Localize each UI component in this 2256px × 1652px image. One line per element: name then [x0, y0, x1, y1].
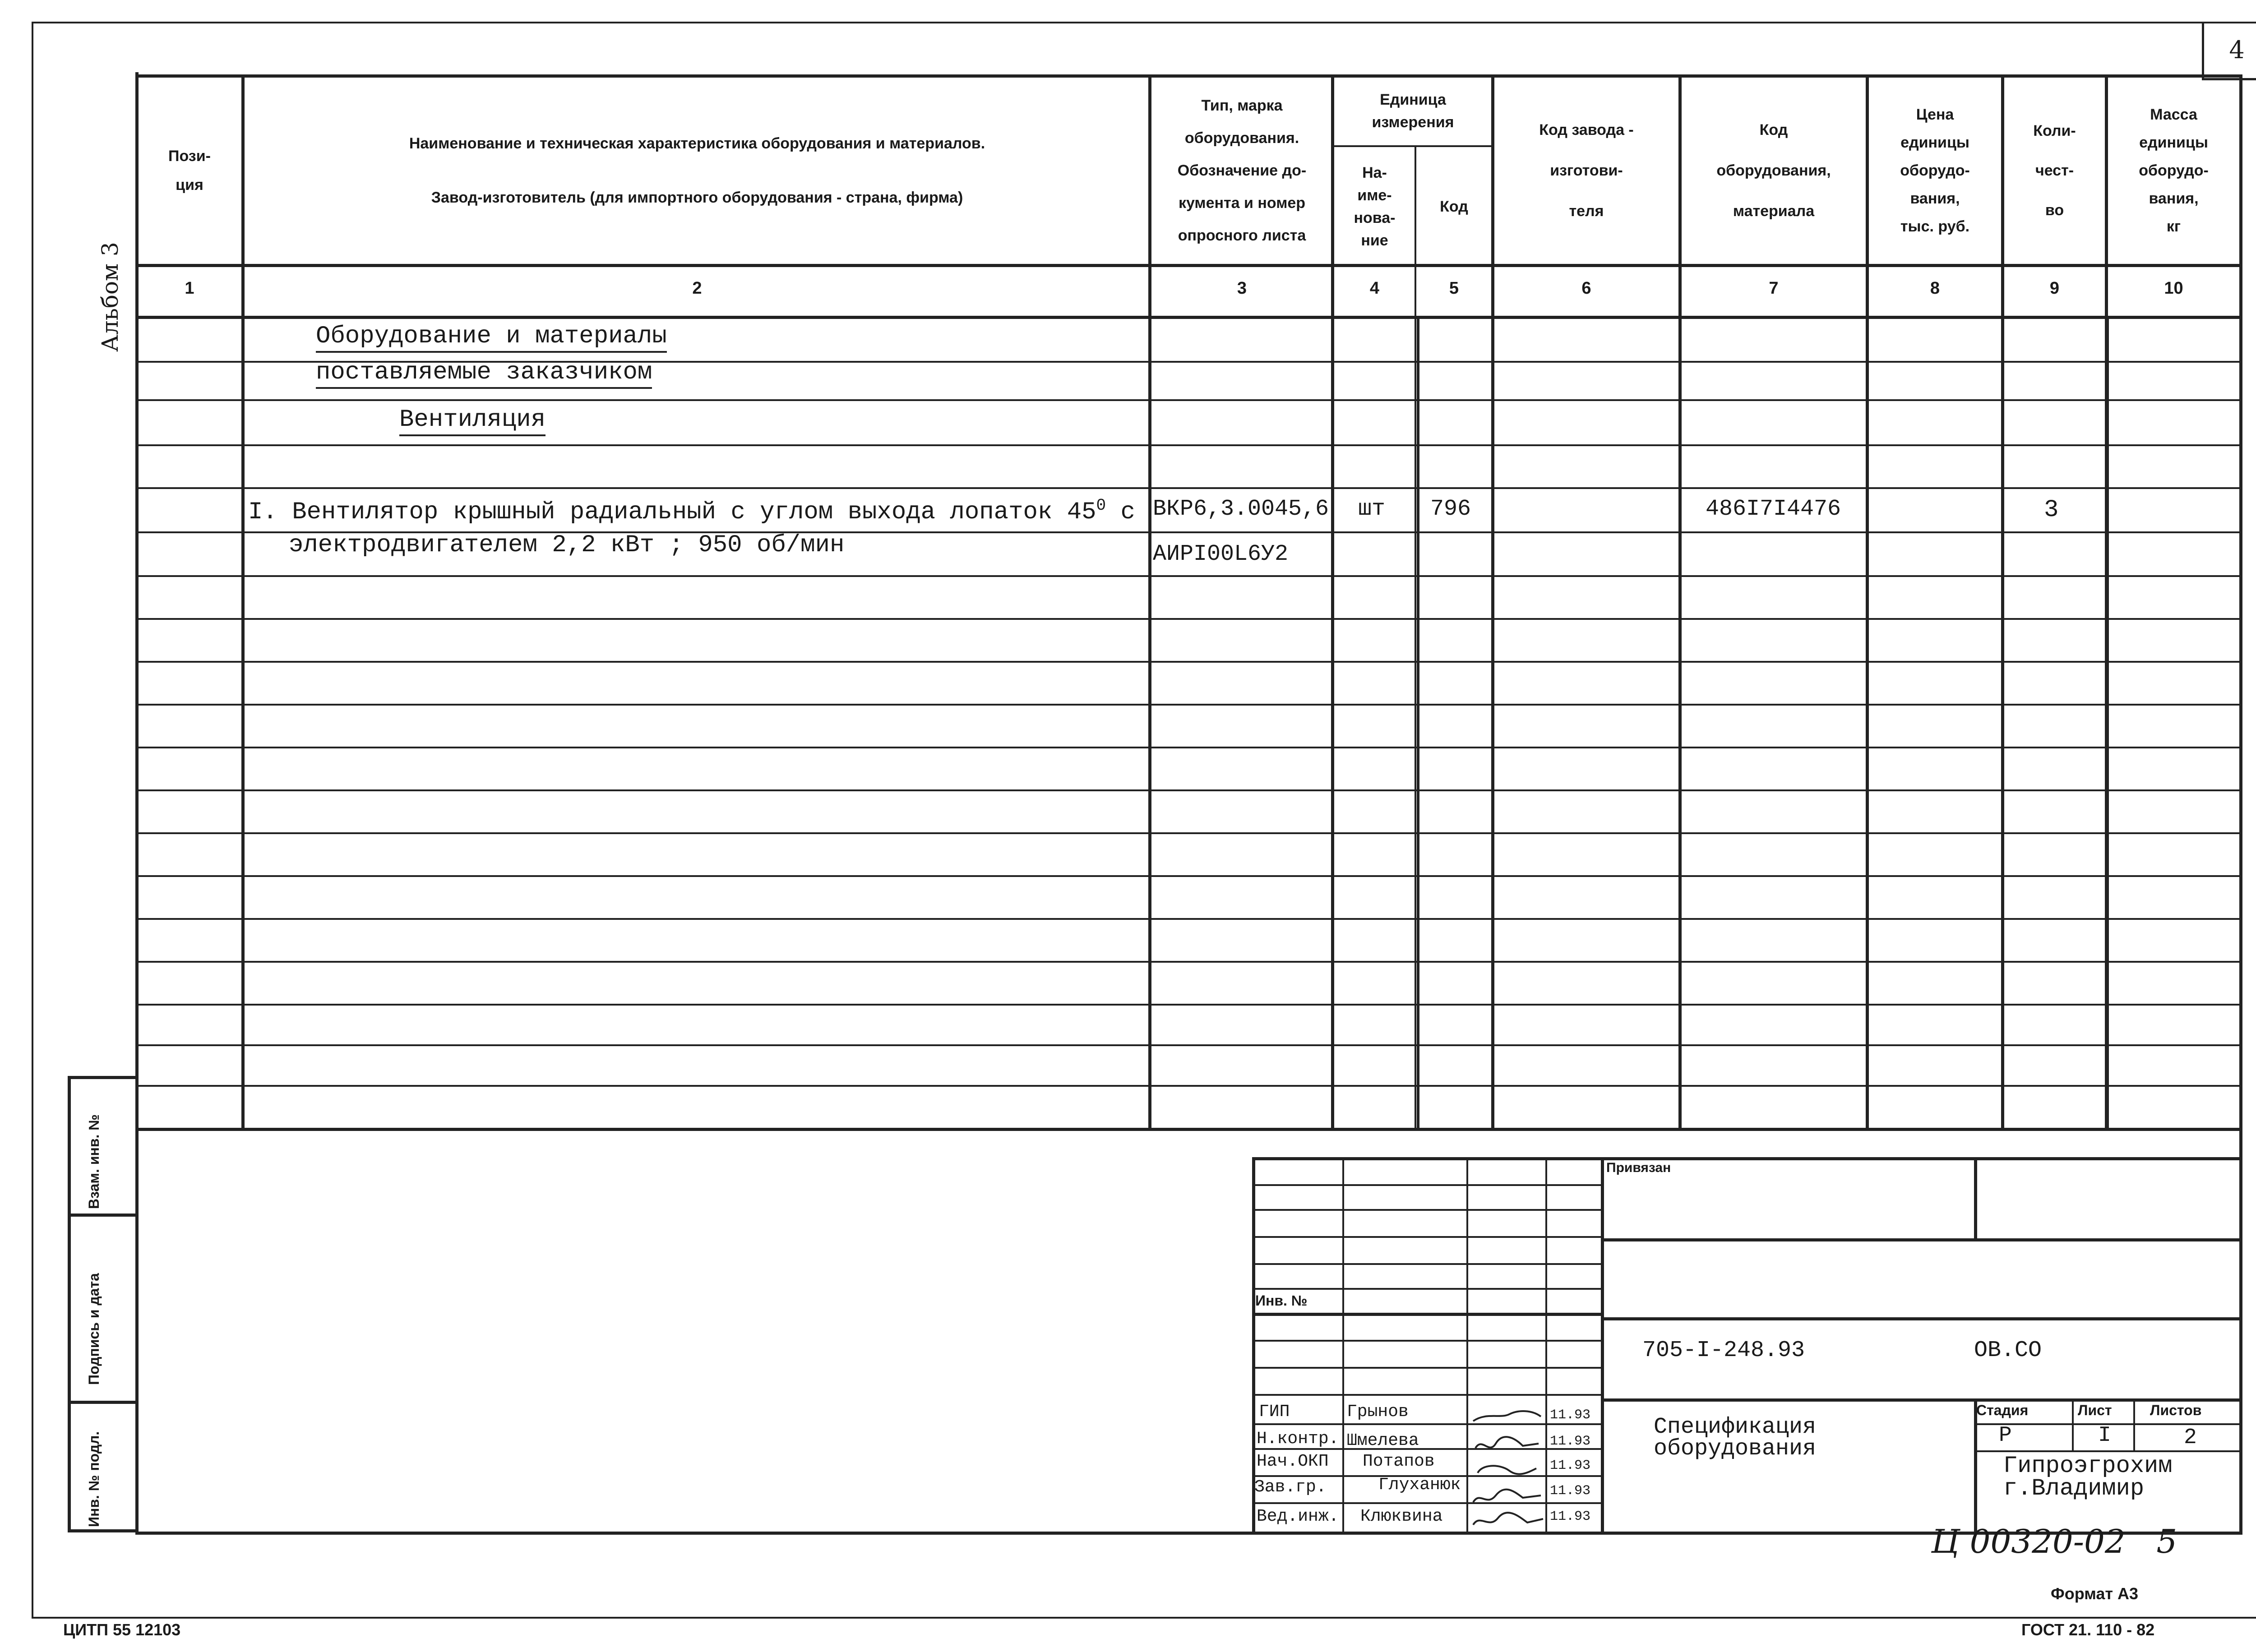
header-factory-code: Код завода - изготови- теля [1539, 121, 1634, 220]
staff-name: Потапов [1363, 1452, 1435, 1471]
tb-organization: Гипроэгрохим г.Владимир [2003, 1453, 2173, 1502]
header-mass: Масса единицы оборудо- вания, кг [2139, 106, 2209, 235]
tb-doc-mark: ОВ.СО [1974, 1338, 2042, 1363]
staff-role: Н.контр. [1257, 1429, 1339, 1449]
col-num: 4 [1369, 279, 1380, 298]
footer-citp: ЦИТП 55 12103 [63, 1620, 181, 1639]
item-unit-code: 796 [1430, 496, 1471, 522]
tb-sheets-label: Листов [2150, 1402, 2202, 1418]
item-equipment-code: 486I7I4476 [1706, 496, 1841, 522]
col-num: 5 [1449, 279, 1459, 298]
header-unit-code: Код [1440, 198, 1468, 215]
col-num: 3 [1237, 279, 1247, 298]
staff-role: ГИП [1259, 1402, 1290, 1421]
staff-date: 11.93 [1550, 1434, 1591, 1449]
staff-role: Вед.инж. [1257, 1507, 1339, 1526]
subsection-title: Вентиляция [399, 406, 546, 434]
tb-privyazan: Привязан [1606, 1160, 1671, 1175]
staff-role: Нач.ОКП [1257, 1452, 1329, 1471]
col-num: 8 [1930, 279, 1940, 298]
header-position: Пози- ция [168, 147, 211, 194]
footer-gost: ГОСТ 21. 110 - 82 [2021, 1620, 2155, 1639]
staff-name: Грынов [1347, 1402, 1409, 1421]
album-label: Альбом 3 [97, 242, 123, 352]
staff-date: 11.93 [1550, 1509, 1591, 1524]
header-price: Цена единицы оборудо- вания, тыс. руб. [1900, 106, 1970, 235]
tb-doc-title: Спецификация оборудования [1654, 1414, 1817, 1462]
stamp-inv-podl: Инв. № подл. [86, 1431, 102, 1527]
col-num: 6 [1581, 279, 1591, 298]
item-unit: шт [1358, 496, 1386, 522]
col-num: 1 [185, 279, 194, 298]
header-type: Тип, марка оборудования. Обозначение до- кумента и номер опросного листа [1177, 97, 1307, 244]
header-quantity: Коли- чест- во [2033, 122, 2076, 219]
header-unit-name: На- име- нова- ние [1354, 164, 1396, 249]
tb-stage-label: Стадия [1976, 1402, 2029, 1418]
col-num: 9 [2049, 279, 2060, 298]
staff-date: 11.93 [1550, 1483, 1591, 1499]
section-title-line2: поставляемые заказчиком [316, 359, 652, 386]
item-quantity: 3 [2044, 496, 2059, 524]
archive-number: Ц 00320-02 5 [1931, 1523, 2177, 1560]
staff-name: Глуханюк [1378, 1475, 1461, 1495]
stamp-podpis-data: Подпись и дата [86, 1273, 102, 1385]
staff-name: Клюквина [1360, 1507, 1443, 1526]
col-num: 2 [692, 279, 702, 298]
signature-strokes [1469, 1401, 1545, 1532]
staff-date: 11.93 [1550, 1458, 1591, 1473]
tb-sheets: 2 [2184, 1426, 2197, 1450]
section-title-line1: Оборудование и материалы [316, 323, 667, 350]
tb-sheet: I [2098, 1423, 2111, 1448]
item-motor-mark: АИРI00L6У2 [1153, 541, 1289, 567]
item-type-mark: ВКР6,3.0045,6 [1153, 496, 1329, 522]
tb-sheet-label: Лист [2078, 1402, 2112, 1418]
item-description-line1: I. Вентилятор крышный радиальный с углом выхода лопаток $45^0$ с [248, 496, 1135, 526]
header-equipment-code: Код оборудования, материала [1716, 121, 1831, 220]
tb-doc-code: 705-I-248.93 [1642, 1338, 1805, 1363]
format-label: Формат А3 [2051, 1584, 2139, 1603]
item-description-line2: электродвигателем 2,2 кВт ; 950 об/мин [289, 531, 845, 559]
page-number: 4 [2202, 22, 2256, 80]
tb-stage: Р [1999, 1423, 2012, 1448]
col-num: 7 [1769, 279, 1779, 298]
staff-name: Шмелева [1347, 1431, 1419, 1450]
staff-date: 11.93 [1550, 1407, 1591, 1423]
tb-inv-no: Инв. № [1255, 1292, 1308, 1309]
header-unit: Единица измерения [1372, 91, 1454, 131]
col-num: 10 [2164, 279, 2183, 298]
staff-role: Зав.гр. [1254, 1477, 1327, 1497]
header-name: Наименование и техническая характеристика оборудования и материалов. Завод-изготовитель (для импортного оборудования - страна, фирма) [409, 134, 985, 206]
stamp-vzam-inv: Взам. инв. № [86, 1114, 102, 1209]
